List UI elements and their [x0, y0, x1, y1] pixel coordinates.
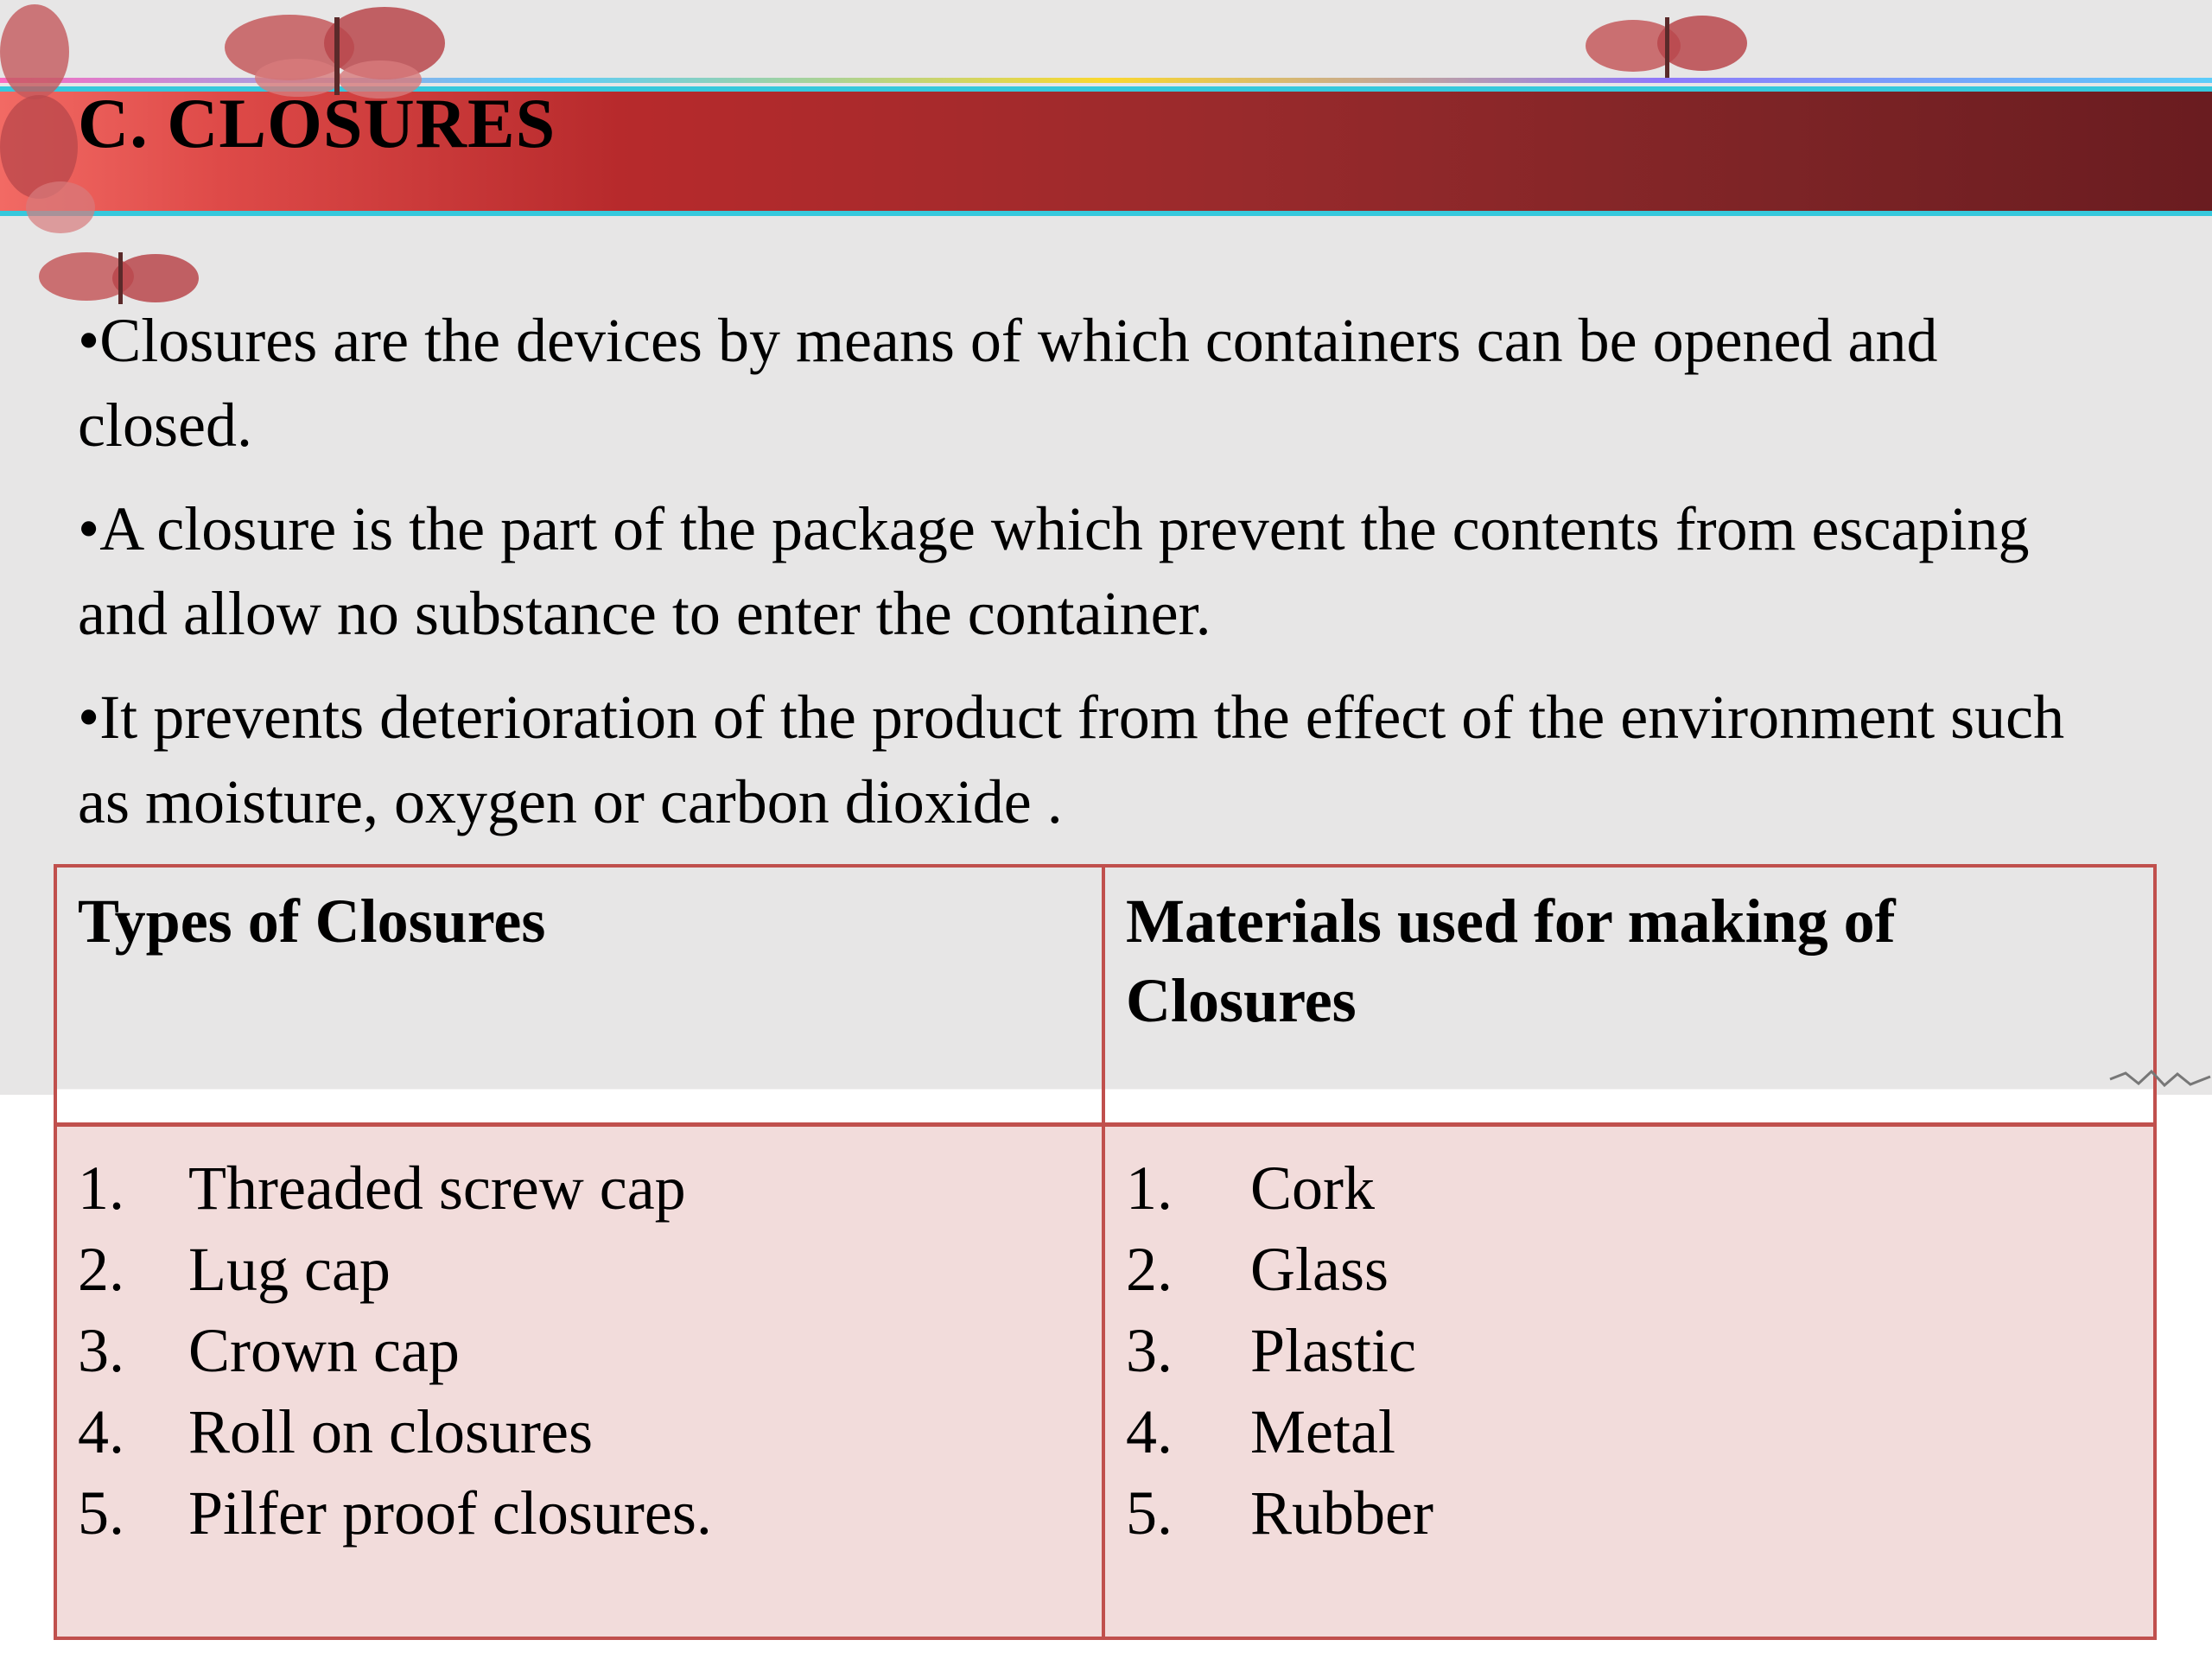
list-item [78, 1472, 1081, 1554]
item-number: 1. [1126, 1154, 1173, 1223]
list-item [1126, 1391, 2133, 1472]
item-text: Metal [1250, 1397, 1395, 1466]
closures-table [54, 864, 2157, 1640]
item-text: Threaded screw cap [188, 1154, 686, 1223]
item-text: Glass [1250, 1235, 1389, 1304]
item-number: 5. [78, 1478, 124, 1548]
decorative-scribble [2108, 1066, 2212, 1092]
slide-title: C. CLOSURES [78, 84, 556, 162]
list-item [1126, 1472, 2133, 1554]
item-number: 2. [78, 1235, 124, 1304]
list-item [78, 1310, 1081, 1391]
item-text: Roll on closures [188, 1397, 593, 1466]
item-number: 2. [1126, 1235, 1173, 1304]
list-item [1126, 1229, 2133, 1310]
materials-list [1126, 1147, 2133, 1554]
item-text: Lug cap [188, 1235, 391, 1304]
item-number: 5. [1126, 1478, 1173, 1548]
list-item [78, 1147, 1081, 1229]
list-item [1126, 1147, 2133, 1229]
item-text: Crown cap [188, 1316, 460, 1385]
header-materials: Materials used for making of Closures [1126, 887, 1896, 1035]
types-cell [57, 1127, 1105, 1637]
bullet-item: •Closures are the devices by means of which containers can be opened and closed. [78, 306, 1938, 460]
header-types: Types of Closures [57, 868, 1105, 1122]
table-body-row [57, 1127, 2153, 1637]
item-number: 1. [78, 1154, 124, 1223]
types-list [78, 1147, 1081, 1554]
list-item [1126, 1310, 2133, 1391]
list-item [78, 1229, 1081, 1310]
item-text: Plastic [1250, 1316, 1416, 1385]
item-text: Rubber [1250, 1478, 1433, 1548]
materials-cell [1105, 1127, 2153, 1637]
bullet-list [78, 298, 2117, 863]
bullet-item: •A closure is the part of the package which prevent the contents from escaping and allow no substance to enter the container. [78, 494, 2030, 648]
list-item [78, 1391, 1081, 1472]
item-number: 3. [1126, 1316, 1173, 1385]
item-number: 4. [1126, 1397, 1173, 1466]
table-header-row [57, 868, 2153, 1127]
butterfly-icon [1581, 4, 1754, 91]
bullet-item: •It prevents deterioration of the product from the effect of the environment such as moisture, oxygen or carbon dioxide . [78, 683, 2065, 836]
item-number: 3. [78, 1316, 124, 1385]
item-text: Pilfer proof closures. [188, 1478, 712, 1548]
item-number: 4. [78, 1397, 124, 1466]
item-text: Cork [1250, 1154, 1375, 1223]
